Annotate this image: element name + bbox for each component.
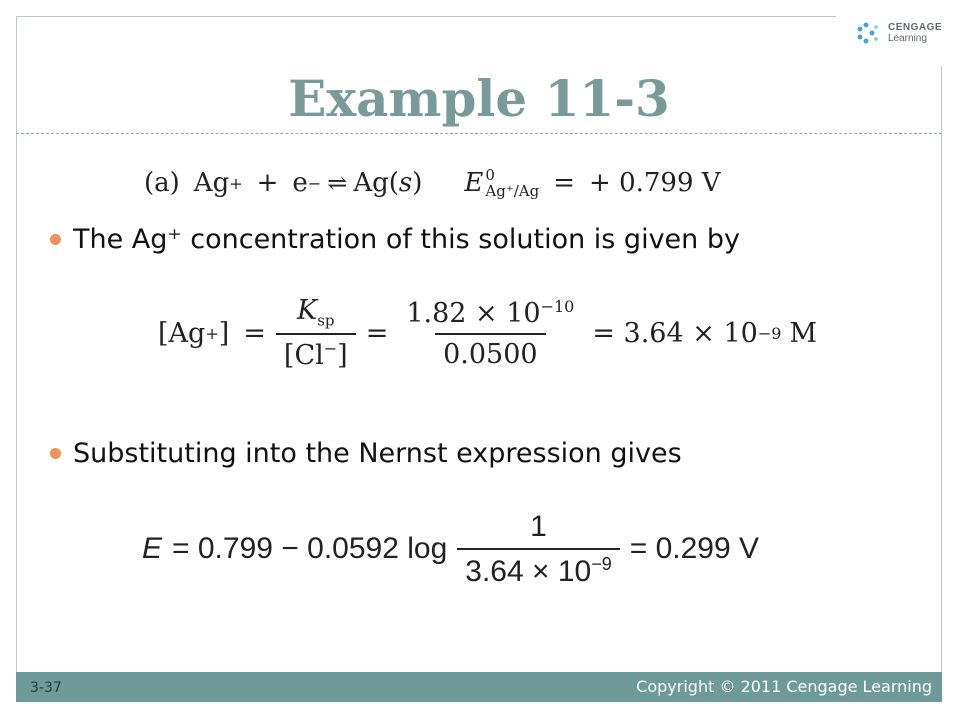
cengage-logo [836, 0, 960, 66]
half-reaction-equation [132, 148, 750, 218]
eq1-product: Ag( [353, 168, 399, 198]
bullet-text: The Ag⁺ concentration of this solution is given by [73, 224, 740, 255]
eq2-equals-a: = [243, 317, 266, 349]
cengage-logo-icon [854, 19, 882, 47]
page-number: 3-37 [30, 680, 62, 696]
chloride-open: [Cl [283, 340, 324, 372]
eq2-result: = 3.64 × 10 [592, 317, 758, 349]
ksp-fraction [276, 295, 356, 371]
equilibrium-arrow-icon: ⇌ [327, 169, 348, 197]
eq1-potential-value: + 0.799 V [589, 168, 721, 198]
bullet-dot-icon [50, 234, 61, 245]
nernst-denominator: 3.64 × 10 [465, 554, 592, 588]
numeric-fraction [398, 297, 582, 370]
ksp-symbol: K [297, 294, 318, 326]
eq2-result-unit: M [789, 317, 818, 349]
eq1-state: s [398, 168, 413, 198]
chloride-charge: − [323, 339, 338, 359]
eq1-e-symbol: E [464, 168, 484, 198]
bullet-text: Substituting into the Nernst expression gives [73, 438, 682, 469]
bullet-item [48, 438, 682, 469]
eq1-e-sup: 0 [485, 166, 495, 184]
ksp-value: 1.82 × 10 [406, 297, 541, 329]
bullet-dot-icon [50, 448, 61, 459]
logo-text [888, 22, 942, 44]
ksp-subscript: sp [317, 311, 335, 330]
eq2-lhs: [Ag [158, 317, 206, 349]
eq1-e-scripts [485, 167, 539, 199]
eq2-lhs-charge: + [205, 323, 219, 343]
eq1-product-close: ) [412, 168, 423, 198]
logo-line2: Learning [888, 33, 927, 44]
copyright-text: Copyright © 2011 Cengage Learning [636, 677, 932, 696]
nernst-numerator: 1 [530, 509, 547, 543]
eq1-electron: e [292, 168, 308, 198]
eq1-plus: + [256, 168, 279, 198]
bullet-item [48, 224, 740, 255]
eq3-e-symbol: E [142, 532, 163, 565]
eq1-electron-charge: − [307, 173, 322, 193]
nernst-fraction [457, 510, 619, 589]
eq2-equals-b: = [365, 317, 389, 349]
eq3-rhs2: = 0.299 V [629, 532, 760, 565]
ksp-exponent: −10 [540, 296, 575, 316]
chloride-value: 0.0500 [443, 338, 538, 370]
logo-line1: CENGAGE [888, 22, 943, 33]
eq2-result-exponent: −9 [757, 323, 782, 343]
eq3-rhs1: = 0.799 − 0.0592 log [172, 532, 448, 565]
eq2-lhs-close: ] [218, 317, 230, 349]
chloride-close: ] [337, 340, 348, 372]
eq1-label: (a) [144, 168, 180, 198]
eq1-ag: Ag [193, 168, 230, 198]
nernst-equation [132, 504, 832, 594]
concentration-equation [144, 282, 822, 384]
eq1-equals: = [553, 168, 576, 198]
slide-title: Example 11-3 [288, 69, 670, 128]
eq1-ag-charge: + [229, 173, 243, 193]
nernst-exponent: −9 [591, 553, 612, 574]
eq1-e-sub: Ag⁺/Ag [485, 182, 540, 200]
